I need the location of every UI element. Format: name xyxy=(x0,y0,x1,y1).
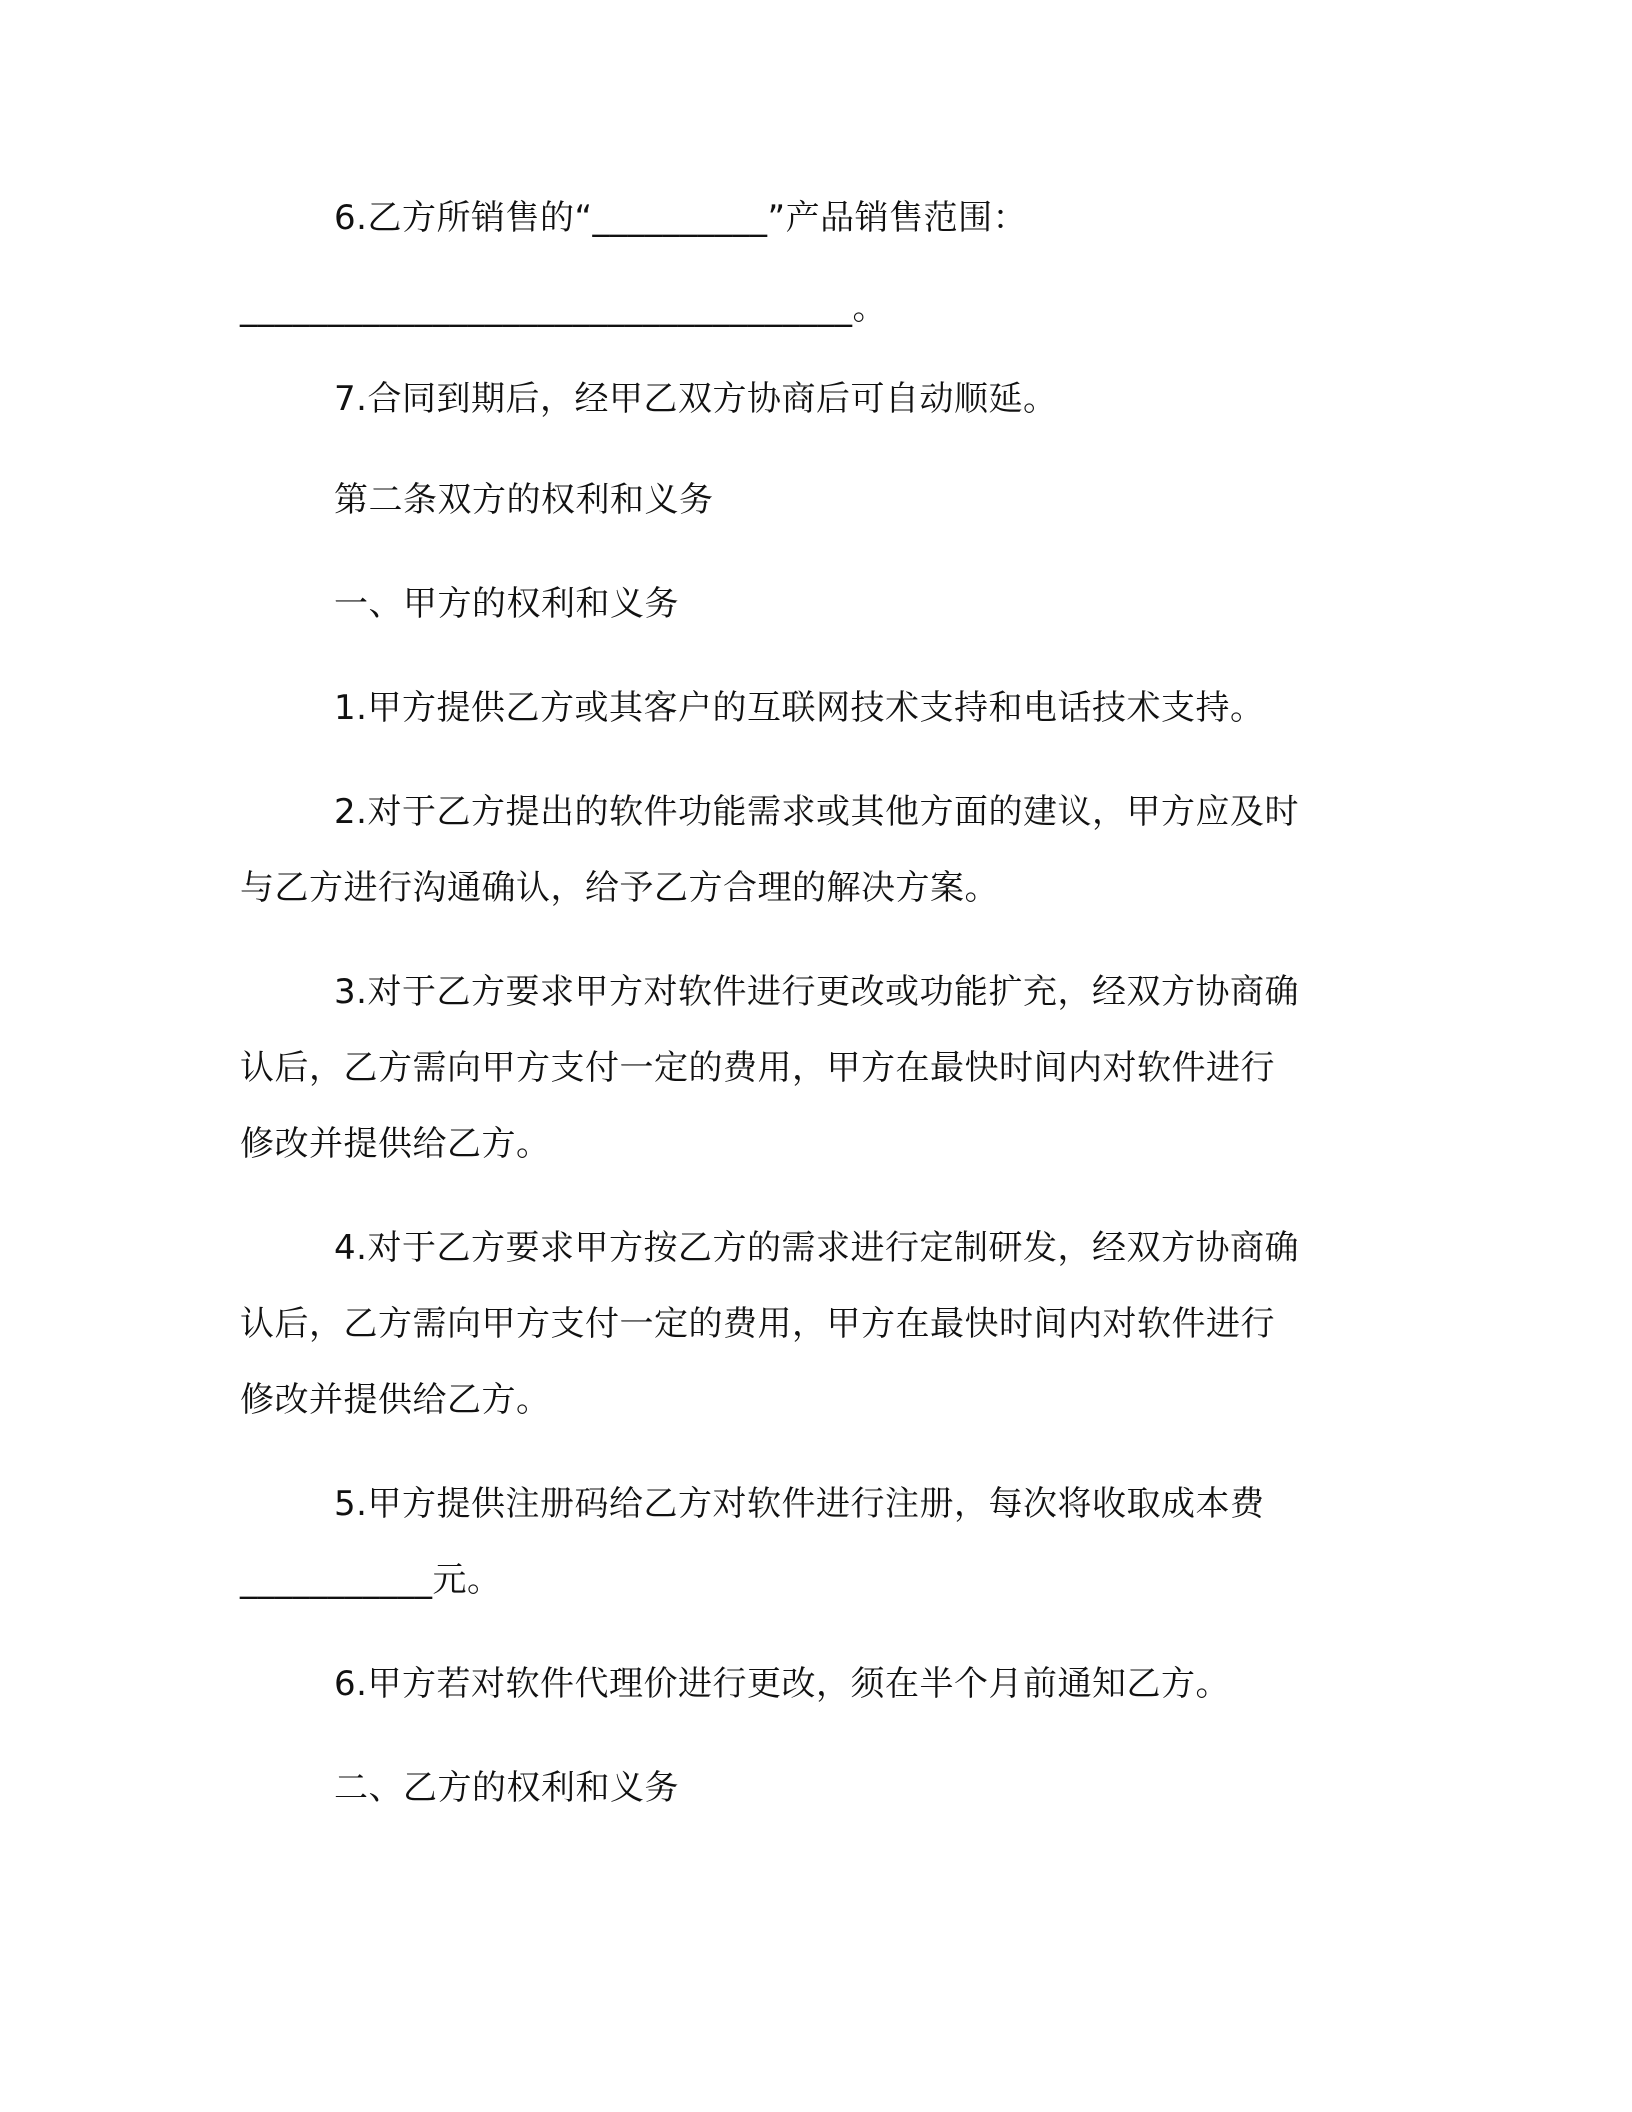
clause-6-sales-scope: 6.乙方所销售的“__________”产品销售范围： xyxy=(334,198,1028,238)
party-a-item-2-line-2: 与乙方进行沟通确认，给予乙方合理的解决方案。 xyxy=(240,868,999,908)
clause-7-renewal: 7.合同到期后，经甲乙双方协商后可自动顺延。 xyxy=(334,379,1058,419)
party-a-item-3-line-1: 3.对于乙方要求甲方对软件进行更改或功能扩充，经双方协商确 xyxy=(334,972,1299,1012)
party-a-item-4-line-1: 4.对于乙方要求甲方按乙方的需求进行定制研发，经双方协商确 xyxy=(334,1228,1299,1268)
party-a-item-5-line-1: 5.甲方提供注册码给乙方对软件进行注册，每次将收取成本费 xyxy=(334,1484,1265,1524)
party-a-item-3-line-3: 修改并提供给乙方。 xyxy=(240,1124,551,1164)
party-a-item-1: 1.甲方提供乙方或其客户的互联网技术支持和电话技术支持。 xyxy=(334,688,1265,728)
party-a-item-2-line-1: 2.对于乙方提出的软件功能需求或其他方面的建议，甲方应及时 xyxy=(334,792,1299,832)
section-2-heading: 二、乙方的权利和义务 xyxy=(334,1768,679,1808)
section-1-heading: 一、甲方的权利和义务 xyxy=(334,584,679,624)
party-a-item-4-line-3: 修改并提供给乙方。 xyxy=(240,1380,551,1420)
party-a-item-3-line-2: 认后，乙方需向甲方支付一定的费用，甲方在最快时间内对软件进行 xyxy=(240,1048,1275,1088)
party-a-item-6: 6.甲方若对软件代理价进行更改，须在半个月前通知乙方。 xyxy=(334,1664,1230,1704)
party-a-item-4-line-2: 认后，乙方需向甲方支付一定的费用，甲方在最快时间内对软件进行 xyxy=(240,1304,1275,1344)
article-2-heading: 第二条双方的权利和义务 xyxy=(334,480,714,520)
clause-6-blank-line: ___________________________________。 xyxy=(240,288,887,328)
party-a-item-5-line-2: ___________元。 xyxy=(240,1560,502,1600)
